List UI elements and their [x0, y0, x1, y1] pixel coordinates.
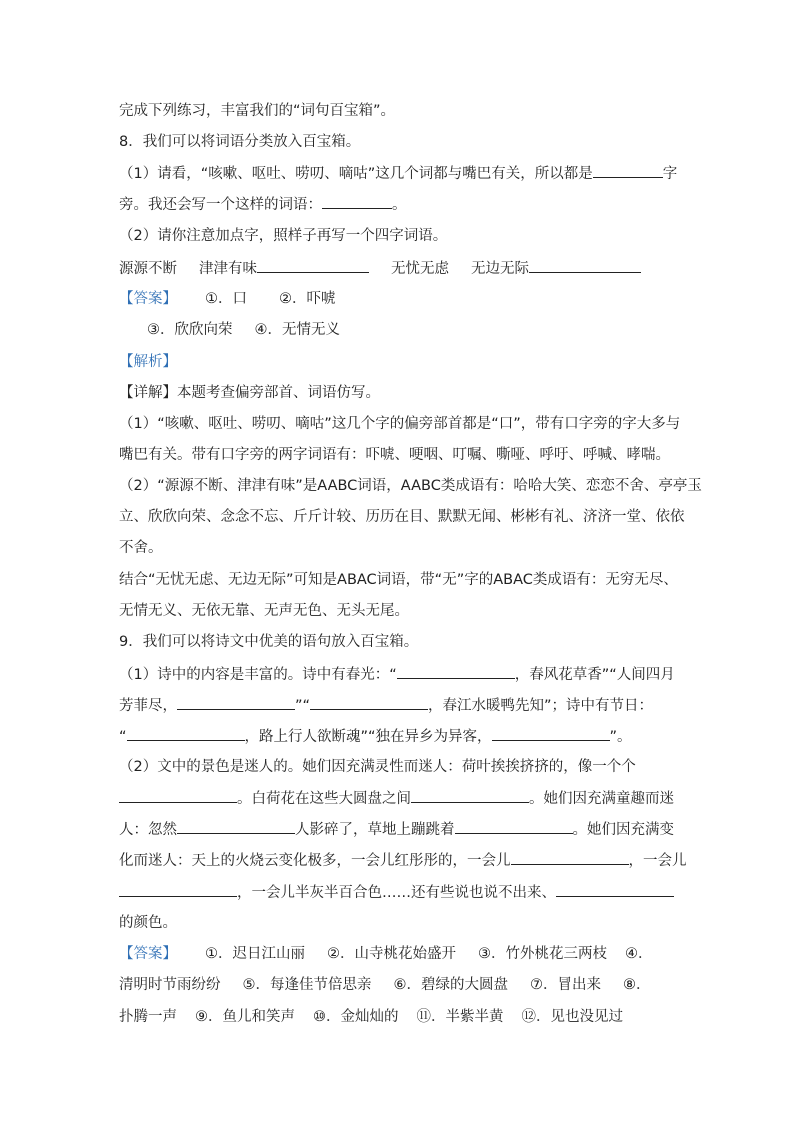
question-8-text: 8．我们可以将词语分类放入百宝箱。 — [119, 134, 361, 150]
example-word: 无边无际 — [471, 261, 529, 277]
analysis-text: 结合“无忧无虑、无边无际”可知是ABAC词语，带“无”字的ABAC类成语有：无穷无尽、 — [119, 572, 678, 588]
text: 。她们因充满童趣而迷 — [529, 791, 674, 807]
q9-line7 — [119, 850, 687, 870]
answer-blank[interactable] — [322, 194, 392, 209]
text: 人：忽然 — [119, 822, 177, 838]
text: ”“ — [295, 698, 311, 714]
answer-blank[interactable] — [492, 726, 610, 741]
answer-blank[interactable] — [177, 695, 295, 710]
analysis-text: 无情无义、无依无靠、无声无色、无头无尾。 — [119, 603, 409, 619]
question-9 — [119, 632, 418, 652]
answer-item: ④． — [625, 946, 653, 962]
answer-blank[interactable] — [593, 163, 663, 178]
analysis-text: 不舍。 — [119, 540, 163, 556]
text: 化而迷人：天上的火烧云变化极多，一会儿红彤彤的，一会儿 — [119, 853, 511, 869]
answer-blank[interactable] — [257, 258, 369, 273]
text: （2）请你注意加点字，照样子再写一个四字词语。 — [119, 228, 448, 244]
example-word: 无忧无虑 — [391, 261, 449, 277]
intro-text: 完成下列练习，丰富我们的“词句百宝箱”。 — [119, 103, 396, 119]
text: 字 — [662, 166, 678, 182]
q9-line6 — [119, 819, 674, 839]
text: ，春风花草香”“人间四月 — [514, 667, 675, 683]
answer-item: ①．迟日江山丽 — [205, 946, 305, 962]
analysis-text: （1）“咳嗽、呕吐、唠叨、嘀咕”这几个字的偏旁部首都是“口”，带有口字旁的字大多与 — [119, 416, 681, 432]
analysis-line — [119, 570, 678, 590]
text: 芳菲尽， — [119, 698, 177, 714]
answer-9-line3 — [119, 1007, 623, 1027]
text: “ — [119, 729, 127, 745]
analysis-text: 嘴巴有关。带有口字旁的两字词语有：吓唬、哽咽、叮嘱、嘶哑、呼吁、呼喊、哮喘。 — [119, 447, 670, 463]
answer-blank[interactable] — [119, 882, 237, 897]
answer-item: ⑧． — [623, 977, 651, 993]
answer-item: ③．竹外桃花三两枝 — [478, 946, 607, 962]
text: ，春江水暖鸭先知”；诗中有节日： — [428, 698, 654, 714]
analysis-text: （2）“源源不断、津津有味”是AABC词语，AABC类成语有：哈哈大笑、恋恋不舍、亭亭玉 — [119, 478, 702, 494]
analysis-line — [119, 507, 685, 527]
q9-line8 — [119, 882, 674, 902]
answer-item: ⑥．碧绿的大圆盘 — [393, 977, 508, 993]
answer-blank[interactable] — [455, 819, 573, 834]
analysis-line — [119, 383, 380, 403]
text: 人影碎了，草地上蹦跳着 — [295, 822, 455, 838]
analysis-text: 【详解】本题考查偏旁部首、词语仿写。 — [119, 385, 380, 401]
answer-item: ⑩．金灿灿的 — [313, 1009, 399, 1025]
text: （2）文中的景色是迷人的。她们因充满灵性而迷人：荷叶挨挨挤挤的，像一个个 — [119, 759, 636, 775]
analysis-line — [119, 476, 702, 496]
text: 旁。我还会写一个这样的词语： — [119, 197, 322, 213]
analysis-line — [119, 601, 409, 621]
q9-line1 — [119, 664, 675, 684]
q9-line4 — [119, 757, 636, 777]
analysis-line — [119, 414, 680, 434]
analysis-line — [119, 538, 163, 558]
answer-blank[interactable] — [310, 695, 428, 710]
example-word: 源源不断 — [119, 261, 177, 277]
answer-blank[interactable] — [511, 850, 629, 865]
text: ，一会儿半灰半百合色……还有些说也说不出来、 — [237, 885, 556, 901]
q8-part1-line2 — [119, 194, 407, 214]
text: 。她们因充满变 — [572, 822, 674, 838]
answer-item: ⑫．见也没见过 — [521, 1009, 623, 1025]
answer-blank[interactable] — [556, 882, 674, 897]
answer-tag: 【答案】 — [119, 291, 177, 307]
answer-item: ⑪．半紫半黄 — [416, 1009, 504, 1025]
text: （1）请看，“咳嗽、呕吐、唠叨、嘀咕”这几个词都与嘴巴有关，所以都是 — [119, 166, 593, 182]
answer-8-line1 — [119, 289, 336, 309]
answer-item: ③．欣欣向荣 — [147, 322, 233, 338]
answer-item: ⑦．冒出来 — [530, 977, 601, 993]
analysis-tag: 【解析】 — [119, 354, 177, 370]
question-9-text: 9．我们可以将诗文中优美的语句放入百宝箱。 — [119, 634, 419, 650]
example-word: 津津有味 — [199, 261, 257, 277]
analysis-text: 立、欣欣向荣、念念不忘、斤斤计较、历历在目、默默无闻、彬彬有礼、济济一堂、依依 — [119, 509, 685, 525]
answer-9-line1 — [119, 944, 653, 964]
answer-blank[interactable] — [529, 258, 641, 273]
answer-item: ④．无情无义 — [254, 322, 340, 338]
answer-item: ⑤．每逢佳节倍思亲 — [242, 977, 372, 993]
answer-blank[interactable] — [119, 788, 237, 803]
text: 。白荷花在这些大圆盘之间 — [237, 791, 411, 807]
answer-tag: 【答案】 — [119, 946, 177, 962]
q9-line5 — [119, 788, 674, 808]
q8-part1-line1 — [119, 163, 677, 183]
analysis-heading — [119, 352, 177, 372]
q8-part2 — [119, 226, 447, 246]
q8-examples — [119, 258, 641, 278]
q9-line3 — [119, 726, 632, 746]
analysis-line — [119, 445, 670, 465]
text: 。 — [392, 197, 407, 213]
answer-item: 清明时节雨纷纷 — [119, 977, 221, 993]
answer-blank[interactable] — [411, 788, 529, 803]
answer-item: ②．山寺桃花始盛开 — [327, 946, 456, 962]
answer-9-line2 — [119, 975, 651, 995]
answer-8-line2 — [147, 320, 340, 340]
text: ”。 — [609, 729, 632, 745]
question-8 — [119, 132, 360, 152]
text: ，路上行人欲断魂”“独在异乡为异客， — [244, 729, 492, 745]
answer-item: ①．口 — [205, 291, 247, 307]
intro-line — [119, 101, 395, 121]
q9-line2 — [119, 695, 653, 715]
answer-item: 扑腾一声 — [119, 1009, 177, 1025]
q9-line9 — [119, 913, 177, 933]
text: （1）诗中的内容是丰富的。诗中有春光：“ — [119, 667, 397, 683]
answer-item: ⑨．鱼儿和笑声 — [195, 1009, 295, 1025]
text: 的颜色。 — [119, 915, 177, 931]
answer-blank[interactable] — [397, 664, 515, 679]
answer-blank[interactable] — [177, 819, 295, 834]
answer-item: ②．吓唬 — [279, 291, 336, 307]
answer-blank[interactable] — [127, 726, 245, 741]
text: ，一会儿 — [628, 853, 687, 869]
